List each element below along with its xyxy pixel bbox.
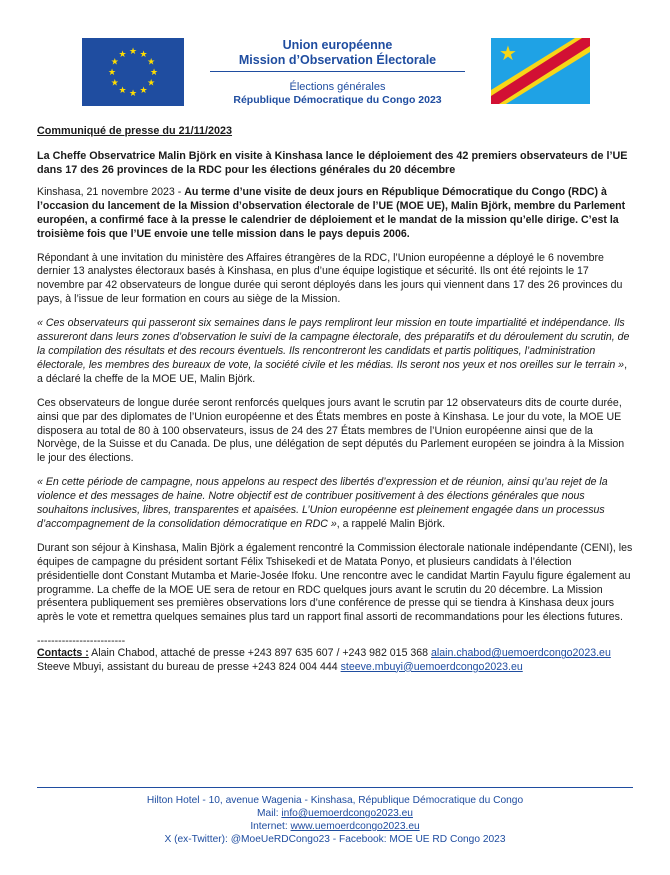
footer-internet-row — [37, 820, 633, 833]
header-title-line1: Union européenne — [282, 38, 393, 52]
drc-flag-icon — [491, 38, 590, 104]
svg-text:★: ★ — [118, 86, 127, 97]
footer-website-link[interactable]: www.uemoerdcongo2023.eu — [290, 821, 420, 832]
svg-text:★: ★ — [149, 68, 159, 78]
svg-text:★: ★ — [110, 57, 119, 68]
footer-mail-label: Mail: — [257, 808, 282, 819]
press-release-headline: La Cheffe Observatrice Malin Björk en visite à Kinshasa lance le déploiement des 42 premiers observateurs de l’UE dans 17 des 26 provinces de la RDC pour les élections générales du 20 décembre — [37, 149, 628, 176]
press-release-body — [37, 125, 633, 674]
intro-dateline: Kinshasa, 21 novembre 2023 - — [37, 185, 185, 198]
contact-1-email-link[interactable]: alain.chabod@uemoerdcongo2023.eu — [431, 647, 611, 660]
header-subtitle-line2: République Démocratique du Congo 2023 — [233, 94, 442, 106]
paragraph-meetings: Durant son séjour à Kinshasa, Malin Björk a également rencontré la Commission électorale nationale indépendante (CENI), les équipes de campagne du président sortant Félix Tshisekedi et de Matata Ponyo, et plusieurs candidats à l’élection présidentielle dont Constant Mutamba et Marie-Josée Ifoku. Une rencontre avec le candidat Martin Fayulu figure également au programme. La cheffe de la MOE UE sera de retour en RDC quelques jours avant le scrutin du 20 décembre. La Mission présentera publiquement ses premières observations lors d’une conférence de presse qui se tiendra à Kinshasa deux jours après le vote et remettra quelques semaines plus tard un rapport final assorti de recommandations pour les élections futures. — [37, 541, 633, 624]
svg-text:★: ★ — [128, 89, 138, 99]
header-subtitle-line1: Élections générales — [289, 81, 386, 93]
paragraph-reinforcement: Ces observateurs de longue durée seront renforcés quelques jours avant le scrutin par 12 observateurs dits de courte durée, ainsi que par des diplomates de l’Union européenne et des États membres en poste à Kinshasa. Le jour du vote, la MOE UE disposera au total de 80 à 100 observateurs, issus de 24 des 27 États membres de l’Union européenne ainsi que de la Norvège, de la Suisse et du Canada. De plus, une délégation de sept députés du Parlement européen se joindra à la Mission le jour des élections. — [37, 396, 625, 465]
eu-flag-icon — [82, 38, 184, 106]
paragraph-deployment: Répondant à une invitation du ministère des Affaires étrangères de la RDC, l’Union européenne a déployé le 6 novembre dernier 13 analystes électoraux basés à Kinshasa, en plus d’une équipe logistique et sécurité. Ils ont été rejoints le 17 novembre par 42 observateurs de longue durée qui seront déployés dans les jours qui viennent dans 17 des 26 provinces du pays, à l’issue de leur formation en cours au siège de la Mission. — [37, 251, 623, 306]
separator-line: ------------------------- — [37, 635, 126, 648]
footer-mail-link[interactable]: info@uemoerdcongo2023.eu — [281, 808, 413, 819]
contacts-label: Contacts : — [37, 647, 89, 660]
intro-bold-text: Au terme d’une visite de deux jours en République Démocratique du Congo (RDC) à l’occasion du lancement de la Mission d’observation électorale de l’UE (MOE UE), Malin Björk, membre du Parlement européen, a confirmé face à la presse le calendrier de déploiement et le mandat de la mission qu’elle dirige. C’est la troisième fois que l’UE envoie une telle mission dans le pays depuis 2006. — [37, 185, 626, 240]
svg-text:★: ★ — [499, 41, 517, 65]
footer-social: X (ex-Twitter): @MoeUeRDCongo23 - Facebook: MOE UE RD Congo 2023 — [164, 834, 506, 845]
svg-text:★: ★ — [139, 86, 148, 97]
svg-text:★: ★ — [147, 57, 156, 68]
footer-mail-row — [37, 807, 633, 820]
contact-2-text: Steeve Mbuyi, assistant du bureau de presse +243 824 004 444 — [37, 660, 341, 673]
footer-internet-label: Internet: — [250, 821, 291, 832]
footer — [37, 794, 633, 846]
contact-2-email-link[interactable]: steeve.mbuyi@uemoerdcongo2023.eu — [340, 660, 523, 673]
footer-divider — [37, 787, 633, 788]
paragraph-quote-campaign — [37, 476, 633, 532]
svg-text:★: ★ — [139, 49, 148, 60]
quote-observers-attribution: , a déclaré la cheffe de la MOE UE, Malin Björk. — [37, 358, 628, 385]
svg-text:★: ★ — [147, 78, 156, 89]
contacts-block — [37, 647, 633, 674]
svg-text:★: ★ — [128, 47, 138, 57]
paragraph-quote-observers — [37, 317, 633, 387]
press-release-date-title: Communiqué de presse du 21/11/2023 — [37, 125, 233, 137]
quote-campaign-attribution: , a rappelé Malin Björk. — [336, 517, 446, 530]
svg-text:★: ★ — [107, 68, 117, 78]
quote-observers: « Ces observateurs qui passeront six semaines dans le pays rempliront leur mission en toute impartialité et indépendance. Ils assureront dans leurs zones d’observation le suivi de la campagne électorale, des préparatifs et du déroulement du scrutin, de la compilation des résultats et des recours éventuels. Ils rencontreront les candidats et partis politiques, l’administration électorale, les membres des bureaux de vote, la société civile et les médias. Ils seront nos yeux et nos oreilles sur le terrain » — [37, 317, 630, 371]
quote-campaign: « En cette période de campagne, nous appelons au respect des libertés d’expression et de réunion, ainsi qu’au rejet de la violence et des messages de haine. Notre objectif est de contribuer positivement à des élections générales que nous souhaitons inclusives, libres, transparentes et apaisées. L’Union européenne est pleinement engagée dans un processus d’accompagnement de la consolidation démocratique en RDC » — [37, 476, 608, 530]
svg-text:★: ★ — [110, 78, 119, 89]
contact-1-text: Alain Chabod, attaché de presse +243 897 635 607 / +243 982 015 368 — [88, 647, 432, 660]
footer-address: Hilton Hotel - 10, avenue Wagenia - Kinshasa, République Démocratique du Congo — [146, 795, 524, 806]
header-title-line2: Mission d’Observation Électorale — [210, 53, 465, 72]
paragraph-intro — [37, 186, 633, 242]
svg-text:★: ★ — [118, 49, 127, 60]
mission-header — [210, 38, 465, 107]
